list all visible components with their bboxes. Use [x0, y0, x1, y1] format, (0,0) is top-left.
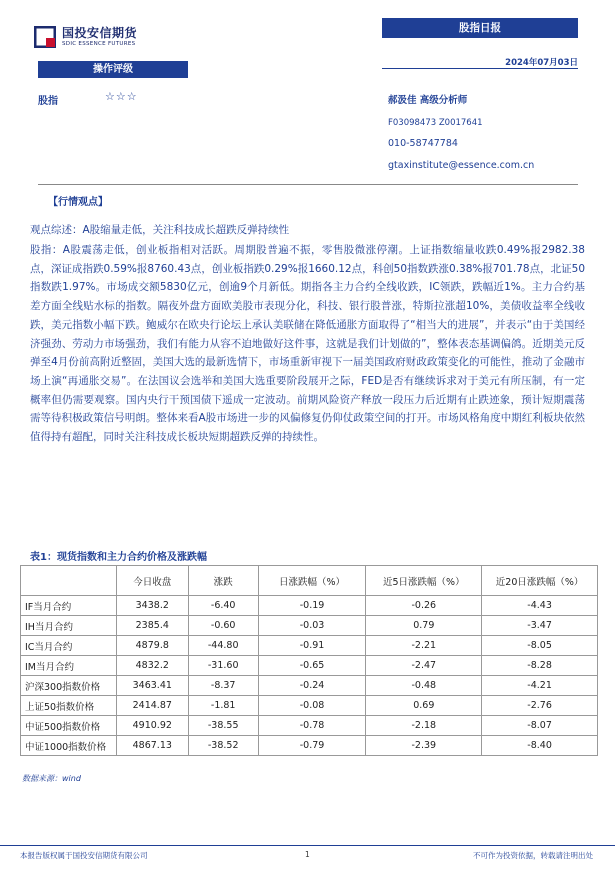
- table-cell-d5: -0.26: [366, 596, 482, 616]
- table-cell-close: 4910.92: [116, 716, 188, 736]
- table-cell-change: -6.40: [188, 596, 258, 616]
- table-cell-d5: -2.47: [366, 656, 482, 676]
- analyst-phone: 010-58747784: [388, 138, 458, 149]
- table-cell-d20: -4.43: [482, 596, 598, 616]
- header-divider: [382, 68, 578, 69]
- report-type-banner: 股指日报: [382, 18, 578, 38]
- table-header-cell: 日涨跌幅（%）: [258, 566, 366, 596]
- table-cell-d5: 0.69: [366, 696, 482, 716]
- table-cell-close: 2414.87: [116, 696, 188, 716]
- table-cell-close: 3438.2: [116, 596, 188, 616]
- table-cell-close: 4879.8: [116, 636, 188, 656]
- content-divider: [38, 184, 578, 185]
- table-header-cell: 近5日涨跌幅（%）: [366, 566, 482, 596]
- table-cell-name: IC当月合约: [21, 636, 117, 656]
- table-cell-d20: -8.07: [482, 716, 598, 736]
- table-row: [21, 736, 598, 756]
- report-date: 2024年07月03日: [505, 58, 578, 68]
- table-cell-d1: -0.24: [258, 676, 366, 696]
- table-row: [21, 596, 598, 616]
- table-cell-d1: -0.65: [258, 656, 366, 676]
- table-row: [21, 636, 598, 656]
- table-caption: 表1：现货指数和主力合约价格及涨跌幅: [30, 552, 207, 563]
- table-header-cell: 今日收盘: [116, 566, 188, 596]
- table-cell-change: -0.60: [188, 616, 258, 636]
- table-row: [21, 676, 598, 696]
- table-cell-name: IH当月合约: [21, 616, 117, 636]
- section-bar-rating: 操作评级: [38, 61, 188, 78]
- table-header-cell: 涨跌: [188, 566, 258, 596]
- market-view-summary: 观点综述：A股缩量走低，关注科技成长超跌反弹持续性: [30, 224, 290, 236]
- price-table: [20, 565, 598, 756]
- table-cell-close: 2385.4: [116, 616, 188, 636]
- table-cell-name: IM当月合约: [21, 656, 117, 676]
- rating-label: 股指: [38, 96, 58, 107]
- footer-disclaimer: 不可作为投资依据，转载请注明出处: [473, 851, 593, 860]
- table-cell-d20: -4.21: [482, 676, 598, 696]
- market-view-body: 股指：A股震荡走低，创业板指相对活跃。周期股普遍不振，零售股微涨停潮。上证指数缩量收跌0.49%报2982.38点，深证成指跌0.59%报8760.43点，创业板指跌0.29%报1660.12点，科创50指数跌涨0.38%报701.78点，北证50指数跌1.97%。市场成交额5830亿元，创逾9个月新低。期指各主力合约全线收跌，IC领跌，跌幅近1%。主力合约基差方面全线贴水标的指数。隔夜外盘方面欧美股市表现分化，科技、银行股普涨，特斯拉涨超10%，美债收益率全线收跌，美元指数小幅下跌。鲍威尔在欧央行论坛上承认美联储在降低通胀方面取得了“相当大的进展”，并表示“由于美国经济强劲、劳动力市场强劲，我们有能力从容不迫地做好这件事，这就是我们计划做的”，整体表态基调偏鸽。近期美元反弹至4月份前高附近整固，美国大选的最新选情下，市场重新审视下一届美国政府财政政策变化的可能性，推动了金融市场上演“再通胀交易”。在法国议会选举和美国大选重要阶段展开之际，FED是否有继续诉求对于美元有所压制，有一定概率但仍需要观察。国内央行干预国债下遥成一定波动。前期风险资产释放一段压力后近期有止跌迹象，预计短期震荡需等待积极政策信号明朗。整体来看A股市场进一步的风偏修复仍仰仗政策空间的打开。市场风格角度中期红利板块依然值得持有超配，同时关注科技成长板块短期超跌反弹的持续性。: [30, 244, 585, 444]
- table-cell-d1: -0.79: [258, 736, 366, 756]
- table-cell-d1: -0.19: [258, 596, 366, 616]
- data-source-note: 数据来源：wind: [22, 774, 81, 783]
- table-cell-d1: -0.08: [258, 696, 366, 716]
- table-cell-name: 中证1000指数价格: [21, 736, 117, 756]
- table-row: [21, 616, 598, 636]
- table-cell-d5: -2.39: [366, 736, 482, 756]
- table-header-cell: 近20日涨跌幅（%）: [482, 566, 598, 596]
- table-row: [21, 716, 598, 736]
- table-cell-change: -31.60: [188, 656, 258, 676]
- table-row: [21, 696, 598, 716]
- market-view-heading: 【行情观点】: [48, 197, 108, 208]
- analyst-email[interactable]: gtaxinstitute@essence.com.cn: [388, 160, 535, 171]
- table-cell-d20: -8.05: [482, 636, 598, 656]
- table-cell-change: -1.81: [188, 696, 258, 716]
- table-cell-close: 3463.41: [116, 676, 188, 696]
- table-cell-d20: -2.76: [482, 696, 598, 716]
- table-cell-d5: 0.79: [366, 616, 482, 636]
- table-cell-d1: -0.03: [258, 616, 366, 636]
- table-cell-d5: -0.48: [366, 676, 482, 696]
- rating-stars-icon: ☆☆☆: [105, 90, 138, 103]
- table-cell-d5: -2.18: [366, 716, 482, 736]
- footer-copyright: 本报告版权属于国投安信期货有限公司: [20, 851, 148, 860]
- analyst-name: 郝汲佳 高级分析师: [388, 95, 468, 106]
- table-cell-d1: -0.91: [258, 636, 366, 656]
- table-cell-name: IF当月合约: [21, 596, 117, 616]
- logo-cn-text: 国投安信期货: [62, 26, 138, 40]
- table-cell-d5: -2.21: [366, 636, 482, 656]
- table-cell-name: 中证500指数价格: [21, 716, 117, 736]
- footer-divider: [0, 845, 615, 846]
- table-cell-change: -38.55: [188, 716, 258, 736]
- table-cell-d20: -3.47: [482, 616, 598, 636]
- table-row: [21, 656, 598, 676]
- table-cell-d20: -8.28: [482, 656, 598, 676]
- logo-mark-icon: [34, 26, 56, 48]
- table-cell-change: -8.37: [188, 676, 258, 696]
- table-header-cell: [21, 566, 117, 596]
- table-cell-close: 4867.13: [116, 736, 188, 756]
- table-cell-close: 4832.2: [116, 656, 188, 676]
- table-cell-change: -38.52: [188, 736, 258, 756]
- table-cell-d20: -8.40: [482, 736, 598, 756]
- table-header-row: [21, 566, 598, 596]
- table-cell-name: 上证50指数价格: [21, 696, 117, 716]
- page-number: 1: [305, 850, 310, 859]
- table-cell-change: -44.80: [188, 636, 258, 656]
- analyst-cert-numbers: F03098473 Z0017641: [388, 118, 483, 128]
- table-cell-name: 沪深300指数价格: [21, 676, 117, 696]
- table-cell-d1: -0.78: [258, 716, 366, 736]
- logo-en-text: SDIC ESSENCE FUTURES: [62, 41, 136, 47]
- company-logo: [34, 24, 144, 54]
